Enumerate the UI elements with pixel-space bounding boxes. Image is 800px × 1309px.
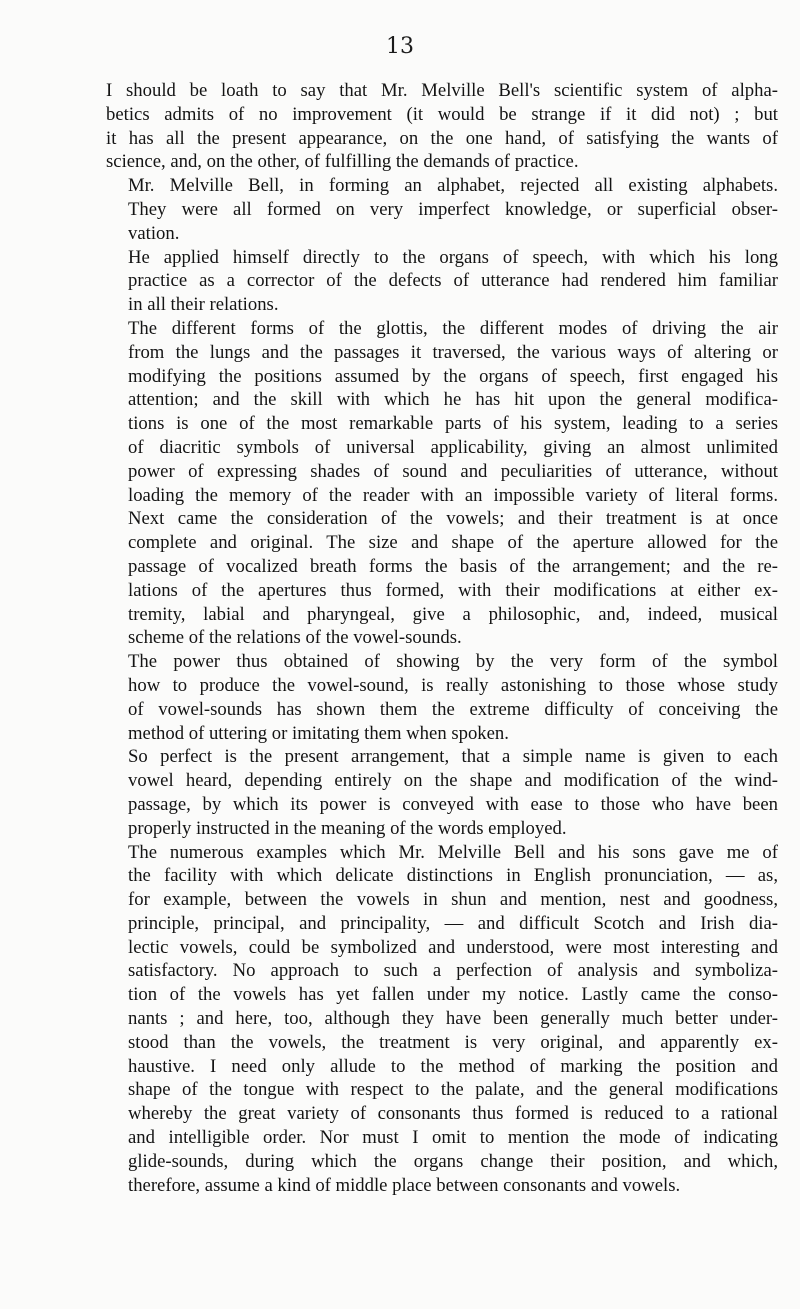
text-line: therefore, assume a kind of middle place between consonants and vowels. <box>128 1174 681 1196</box>
text-line: in all their relations. <box>128 294 279 316</box>
text-line: betics admits of no improvement (it would be strange if it did not) ; but <box>106 103 778 125</box>
paragraph <box>106 174 778 245</box>
text-line: complete and original. The size and shape of the aperture allowed for the <box>128 532 778 554</box>
paragraph <box>106 650 778 745</box>
text-line: vation. <box>128 222 180 244</box>
text-line: He applied himself directly to the organs of speech, with which his long <box>128 246 778 268</box>
text-line: The numerous examples which Mr. Melville Bell and his sons gave me of <box>128 841 778 863</box>
text-line: tions is one of the most remarkable parts of his system, leading to a series <box>128 413 778 435</box>
text-line: attention; and the skill with which he has hit upon the general modifica- <box>128 389 778 411</box>
text-line: from the lungs and the passages it traversed, the various ways of altering or <box>128 341 778 363</box>
text-line: satisfactory. No approach to such a perfection of analysis and symboliza- <box>128 960 778 982</box>
text-line: power of expressing shades of sound and peculiarities of utterance, without <box>128 460 778 482</box>
text-line: method of uttering or imitating them when spoken. <box>128 722 509 744</box>
text-line: properly instructed in the meaning of the words employed. <box>128 817 567 839</box>
text-line: tremity, labial and pharyngeal, give a philosophic, and, indeed, musical <box>128 603 778 625</box>
body-text <box>106 79 778 1197</box>
text-line: principle, principal, and principality, — and difficult Scotch and Irish dia- <box>128 912 778 934</box>
text-line: passage, by which its power is conveyed with ease to those who have been <box>128 793 778 815</box>
text-line: and intelligible order. Nor must I omit to mention the mode of indicating <box>128 1127 778 1149</box>
text-line: science, and, on the other, of fulfilling the demands of practice. <box>106 151 579 173</box>
text-line: the facility with which delicate distinctions in English pronunciation, — as, <box>128 865 778 887</box>
text-line: practice as a corrector of the defects of utterance had rendered him familiar <box>128 270 778 292</box>
text-line: glide-sounds, during which the organs change their position, and which, <box>128 1150 778 1172</box>
text-line: shape of the tongue with respect to the palate, and the general modifications <box>128 1079 778 1101</box>
text-line: it has all the present appearance, on the one hand, of satisfying the wants of <box>106 127 778 149</box>
text-line: of vowel-sounds has shown them the extreme difficulty of conceiving the <box>128 698 778 720</box>
text-line: So perfect is the present arrangement, that a simple name is given to each <box>128 746 778 768</box>
paragraph <box>106 79 778 174</box>
text-line: haustive. I need only allude to the method of marking the position and <box>128 1055 778 1077</box>
text-line: loading the memory of the reader with an impossible variety of literal forms. <box>128 484 778 506</box>
text-line: nants ; and here, too, although they have been generally much better under- <box>128 1008 778 1030</box>
text-line: tion of the vowels has yet fallen under my notice. Lastly came the conso- <box>128 984 778 1006</box>
text-line: The different forms of the glottis, the different modes of driving the air <box>128 317 778 339</box>
text-line: lectic vowels, could be symbolized and understood, were most interesting and <box>128 936 778 958</box>
text-line: of diacritic symbols of universal applicability, giving an almost unlimited <box>128 436 778 458</box>
text-line: for example, between the vowels in shun and mention, nest and goodness, <box>128 889 778 911</box>
text-line: passage of vocalized breath forms the basis of the arrangement; and the re- <box>128 555 778 577</box>
paragraph <box>106 246 778 317</box>
text-line: Mr. Melville Bell, in forming an alphabet, rejected all existing alphabets. <box>128 175 778 197</box>
text-line: how to produce the vowel-sound, is really astonishing to those whose study <box>128 674 778 696</box>
text-line: Next came the consideration of the vowels; and their treatment is at once <box>128 508 778 530</box>
paragraph <box>106 317 778 650</box>
text-line: modifying the positions assumed by the organs of speech, first engaged his <box>128 365 778 387</box>
text-line: stood than the vowels, the treatment is very original, and apparently ex- <box>128 1031 778 1053</box>
text-line: whereby the great variety of consonants thus formed is reduced to a rational <box>128 1103 778 1125</box>
page-number: 13 <box>386 34 414 59</box>
text-line: vowel heard, depending entirely on the shape and modification of the wind- <box>128 770 778 792</box>
text-line: The power thus obtained of showing by the very form of the symbol <box>128 651 778 673</box>
paragraph <box>106 745 778 840</box>
text-line: scheme of the relations of the vowel-sounds. <box>128 627 462 649</box>
text-line: I should be loath to say that Mr. Melville Bell's scientific system of alpha- <box>106 80 778 101</box>
text-line: lations of the apertures thus formed, with their modifications at either ex- <box>128 579 778 601</box>
paragraph <box>106 841 778 1198</box>
text-line: They were all formed on very imperfect knowledge, or superficial obser- <box>128 198 778 220</box>
